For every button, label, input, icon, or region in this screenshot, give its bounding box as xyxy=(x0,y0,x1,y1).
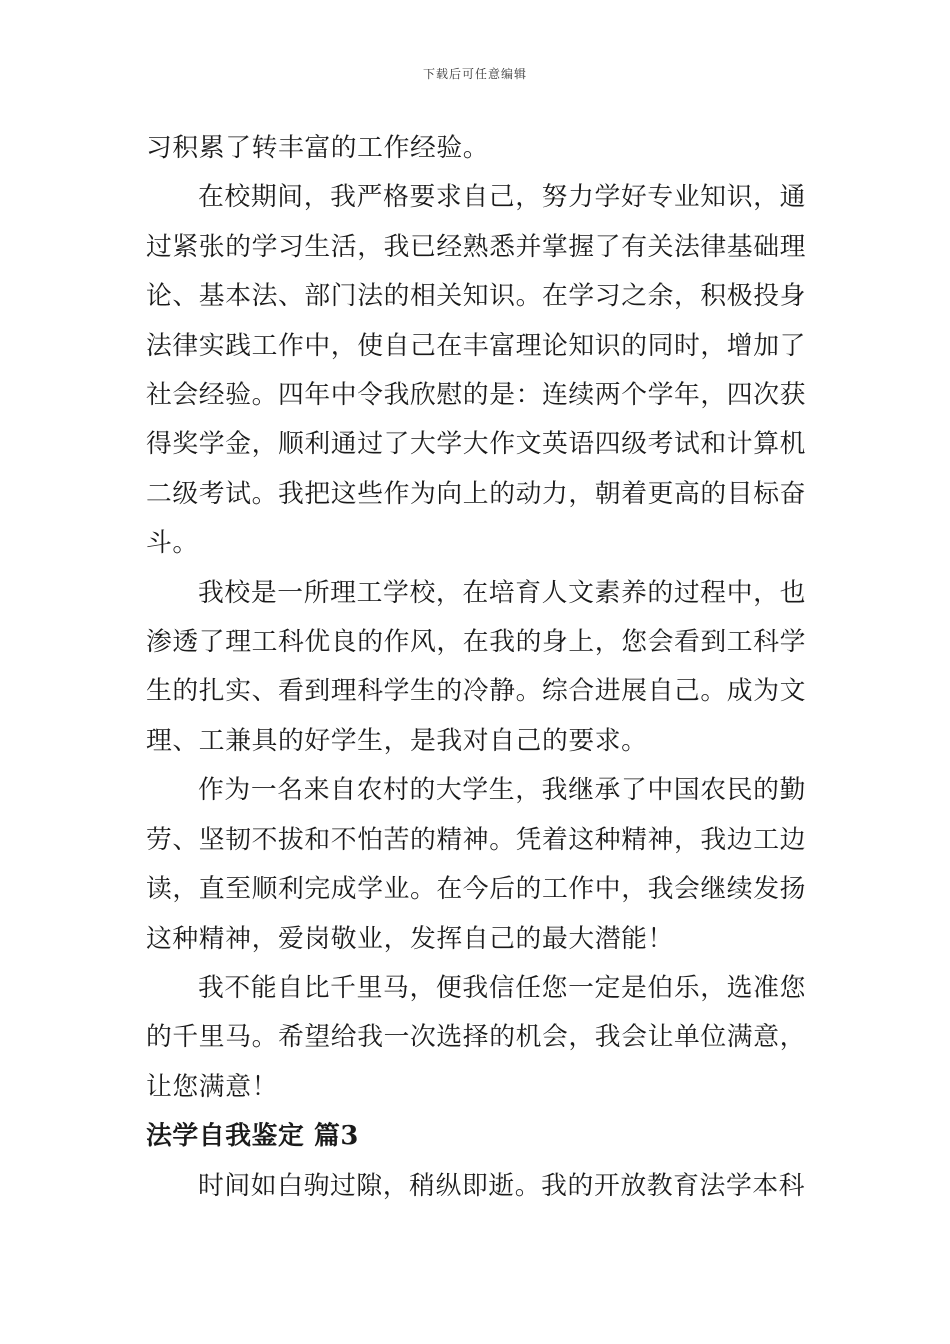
paragraph-school-period: 在校期间，我严格要求自己，努力学好专业知识，通过紧张的学习生活，我已经熟悉并掌握了有关法律基础理论、基本法、部门法的相关知识。在学习之余，积极投身法律实践工作中，使自己在丰富理论知识的同时，增加了社会经验。四年中令我欣慰的是：连续两个学年，四次获得奖学金，顺利通过了大学大作文英语四级考试和计算机二级考试。我把这些作为向上的动力，朝着更高的目标奋斗。 xyxy=(146,182,806,559)
paragraph-school-profile: 我校是一所理工学校，在培育人文素养的过程中，也渗透了理工科优良的作风，在我的身上，您会看到工科学生的扎实、看到理科学生的冷静。综合进展自己。成为文理、工兼具的好学生，是我对自己的要求。 xyxy=(146,577,806,756)
paragraph-closing: 我不能自比千里马，便我信任您一定是伯乐，选准您的千里马。希望给我一次选择的机会，我会让单位满意，让您满意！ xyxy=(146,972,806,1102)
page-header: 下载后可任意编辑 xyxy=(422,67,527,81)
document-body xyxy=(146,124,806,1211)
paragraph-section3-start: 时间如白驹过隙，稍纵即逝。我的开放教育法学本科 xyxy=(198,1170,806,1201)
paragraph-rural-background: 作为一名来自农村的大学生，我继承了中国农民的勤劳、坚韧不拔和不怕苦的精神。凭着这种精神，我边工边读，直至顺利完成学业。在今后的工作中，我会继续发扬这种精神，爱岗敬业，发挥自己的最大潜能！ xyxy=(146,775,806,954)
section-heading: 法学自我鉴定 篇3 xyxy=(146,1121,359,1152)
paragraph-continuation: 习积累了转丰富的工作经验。 xyxy=(146,133,490,163)
